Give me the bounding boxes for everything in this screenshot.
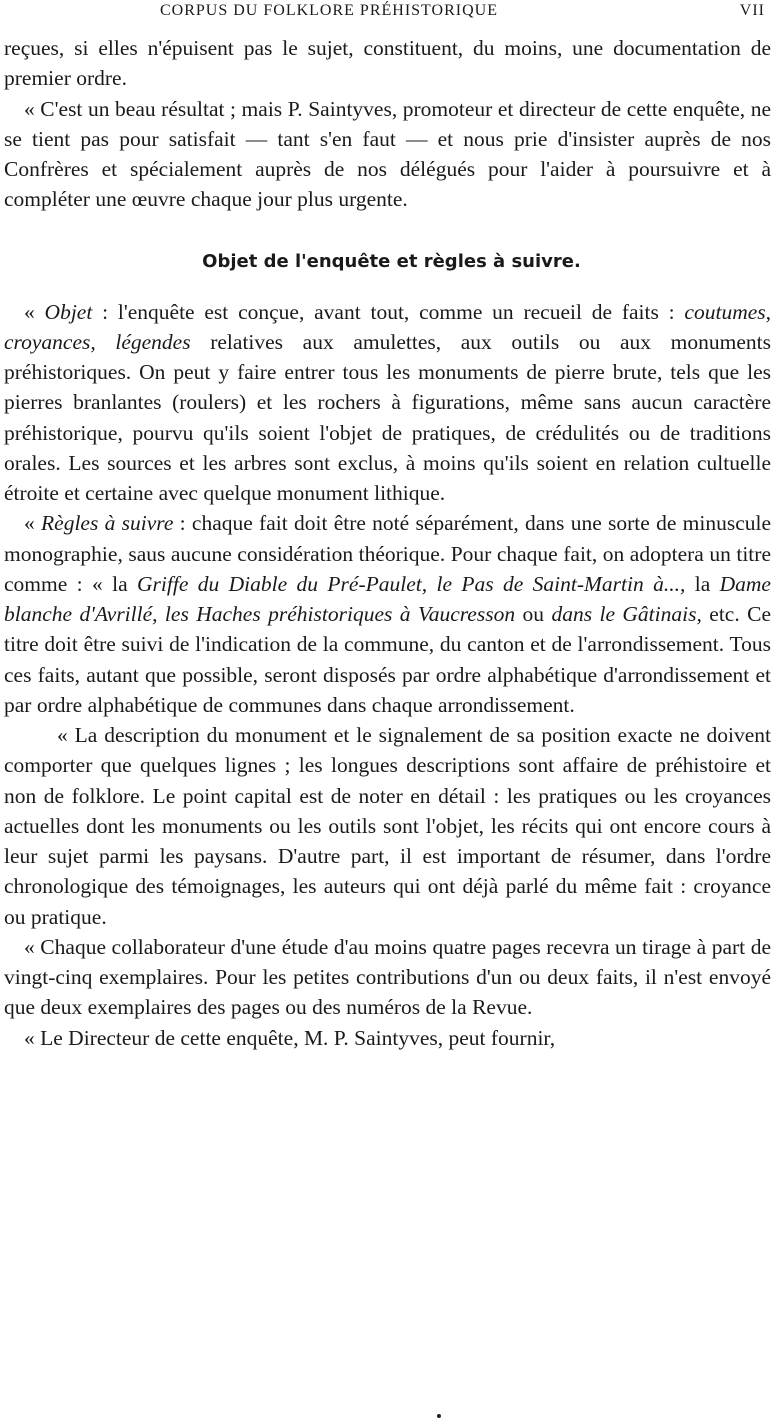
section-heading: Objet de l'enquête et règles à suivre. <box>202 250 581 272</box>
paragraph-directeur: « Le Directeur de cette enquête, M. P. Saintyves, peut fournir, <box>24 1025 556 1050</box>
running-head <box>0 2 773 24</box>
regles-text-3: ou <box>515 602 552 626</box>
paragraph-continuation: reçues, si elles n'épuisent pas le sujet, constituent, du moins, une documentation de premier ordre. <box>4 36 771 91</box>
regles-italic-1: Griffe du Diable du Pré-Paulet, le Pas de Saint-Martin à..., <box>137 571 686 596</box>
regles-text-1: : chaque fait doit être noté séparément, dans une sorte de minuscule monographie, saus aucune considération théorique. Pour chaque fait, on adoptera un titre comme : « la <box>4 511 772 596</box>
regles-italic-3: dans le Gâtinais, <box>551 602 702 626</box>
objet-text-2: relatives aux amulettes, aux outils ou aux monuments préhistoriques. On peut y faire entrer tous les monuments de pierre brute, tels que les pierres branlantes (roulers) et les rochers à figurations, même sans aucun caractère préhistorique, pourvu qu'ils soient l'objet de pratiques, de crédulités ou de traditions orales. Les sources et les arbres sont exclus, à moins qu'ils soient en relation cultuelle étroite et certaine avec quelque monument lithique. <box>4 329 771 505</box>
paragraph-description: « La description du monument et le signalement de sa position exacte ne doivent comporter que quelques lignes ; les longues descriptions sont affaire de préhistoire et non de folklore. Le point capital est de noter en détail : les pratiques ou les croyances actuelles dont les monuments ou les outils sont l'objet, les récits qui ont encore cours à leur sujet parmi les paysans. D'autre part, il est important de résumer, dans l'ordre chronologique des témoignages, les auteurs qui ont déjà parlé du même fait : croyance ou pratique. <box>4 723 771 929</box>
regles-label: Règles à suivre <box>41 511 174 536</box>
objet-text-1: : l'enquête est conçue, avant tout, comme un recueil de faits : <box>92 299 685 324</box>
objet-label: Objet <box>44 299 93 324</box>
paragraph-result: « C'est un beau résultat ; mais P. Saintyves, promoteur et directeur de cette enquête, ne se tient pas pour satisfait — tant s'en faut — et nous prie d'insister auprès de nos Confrères et spécialement auprès de nos délégués pour l'aider à poursuivre et à compléter une œuvre chaque jour plus urgente. <box>4 96 771 212</box>
paragraph-objet <box>4 297 771 509</box>
quote-open: « <box>24 511 42 536</box>
page-number: VII <box>739 2 765 19</box>
objet-italic-1: coutumes, croyances, légendes <box>4 299 771 354</box>
quote-open: « <box>24 299 45 324</box>
body-text <box>4 33 771 1053</box>
regles-italic-2: Dame blanche d'Avrillé, les Haches préhistoriques à Vaucresson <box>4 571 771 626</box>
paragraph-regles <box>4 508 771 720</box>
regles-text-2: la <box>685 571 720 596</box>
ink-speck <box>437 1414 441 1418</box>
running-title: CORPUS DU FOLKLORE PRÉHISTORIQUE <box>160 2 498 19</box>
regles-text-4: etc. Ce titre doit être suivi de l'indication de la commune, du canton et de l'arrondissement. Tous ces faits, autant que possible, seront disposés par ordre alphabétique d'arrondissement et par ordre alphabétique de communes dans chaque arrondissement. <box>4 602 772 717</box>
paragraph-collaborateur: « Chaque collaborateur d'une étude d'au moins quatre pages recevra un tirage à part de vingt-cinq exemplaires. Pour les petites contributions d'un ou deux faits, il n'est envoyé que deux exemplaires des pages ou des numéros de la Revue. <box>4 934 771 1020</box>
